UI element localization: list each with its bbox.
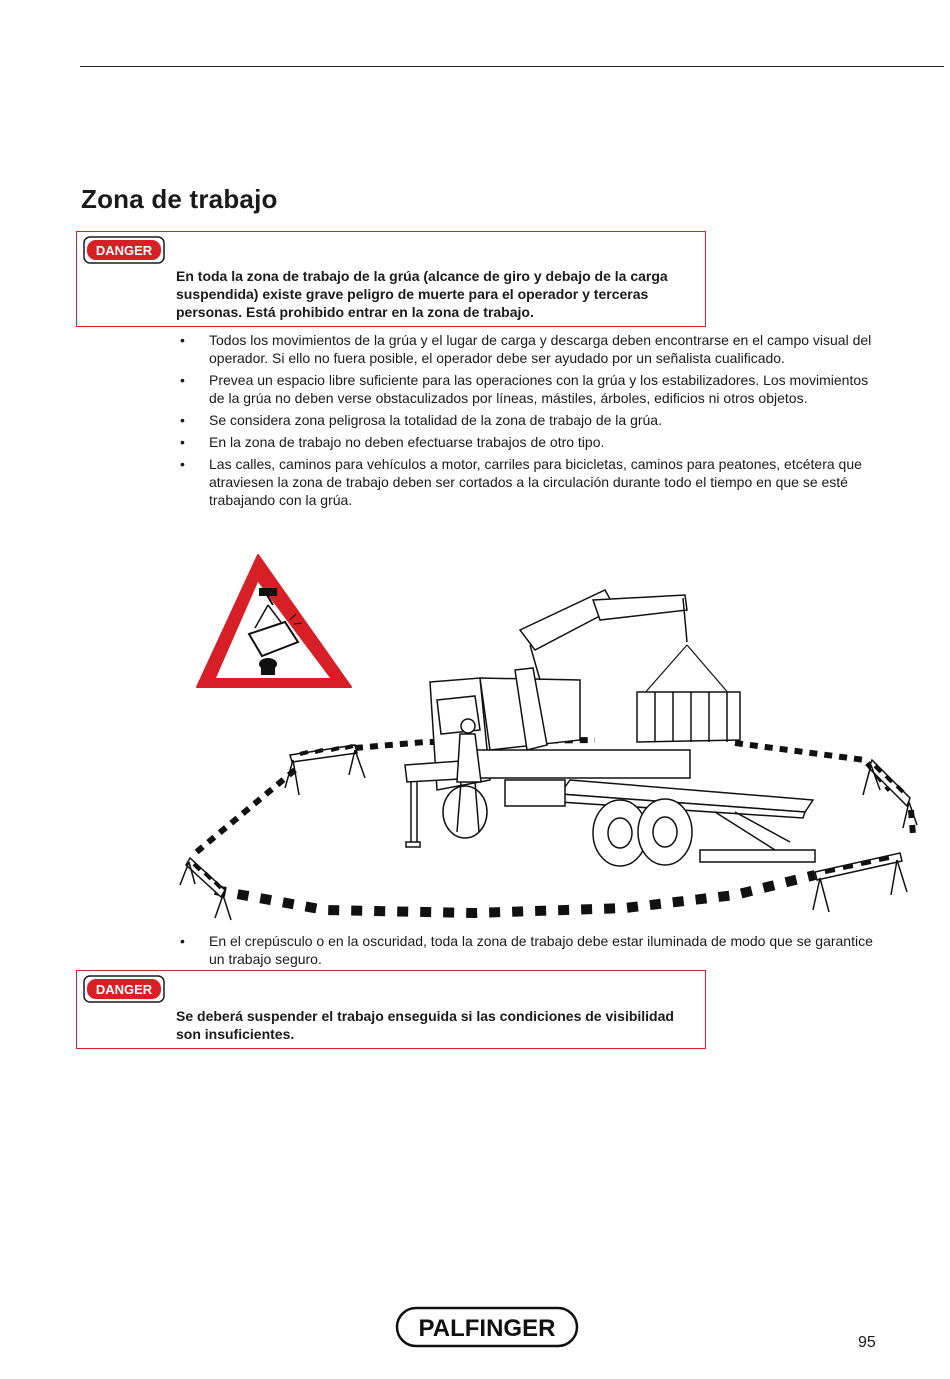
danger-badge-label: DANGER <box>95 982 153 997</box>
danger-badge-label: DANGER <box>95 243 153 258</box>
danger-notice-work-zone <box>76 231 706 327</box>
list-item: • Todos los movimientos de la grúa y el lugar de carga y descarga deben encontrarse en el campo visual del operador. Si ello no fuera posible, el operador debe ser ayudado por un señalista cualificado. <box>180 331 880 367</box>
bullet-list <box>180 331 880 513</box>
list-item: • Prevea un espacio libre suficiente para las operaciones con la grúa y los estabilizadores. Los movimientos de la grúa no deben verse obstaculizados por líneas, mástiles, árboles, edificios ni otros objetos. <box>180 371 880 407</box>
logo-text: PALFINGER <box>418 1315 556 1342</box>
page-number: 95 <box>858 1334 876 1351</box>
danger-badge-icon <box>83 236 165 264</box>
danger-badge-icon <box>83 975 165 1003</box>
list-item: • En la zona de trabajo no deben efectuarse trabajos de otro tipo. <box>180 433 880 451</box>
danger-notice-visibility <box>76 970 706 1049</box>
danger-text: Se deberá suspender el trabajo enseguida si las condiciones de visibilidad son insuficientes. <box>176 1008 674 1042</box>
bullet-list-after-figure <box>180 932 880 972</box>
crane-work-zone-illustration <box>175 550 920 930</box>
list-item: • En el crepúsculo o en la oscuridad, toda la zona de trabajo debe estar iluminada de modo que se garantice un trabajo seguro. <box>180 932 880 968</box>
list-item: • Se considera zona peligrosa la totalidad de la zona de trabajo de la grúa. <box>180 411 880 429</box>
page-title: Zona de trabajo <box>81 184 278 214</box>
crane-truck <box>405 590 815 866</box>
palfinger-logo <box>395 1306 579 1348</box>
header-rule <box>80 66 944 67</box>
list-item: • Las calles, caminos para vehículos a motor, carriles para bicicletas, caminos para peatones, etcétera que atraviesen la zona de trabajo deben ser cortados a la circulación durante todo el tiempo en que se esté trabajando con la grúa. <box>180 455 880 509</box>
suspended-load-warning-icon <box>197 555 351 687</box>
danger-text: En toda la zona de trabajo de la grúa (alcance de giro y debajo de la carga suspendida) existe grave peligro de muerte para el operador y terceras personas. Está prohibido entrar en la zona de trabajo. <box>176 268 668 320</box>
